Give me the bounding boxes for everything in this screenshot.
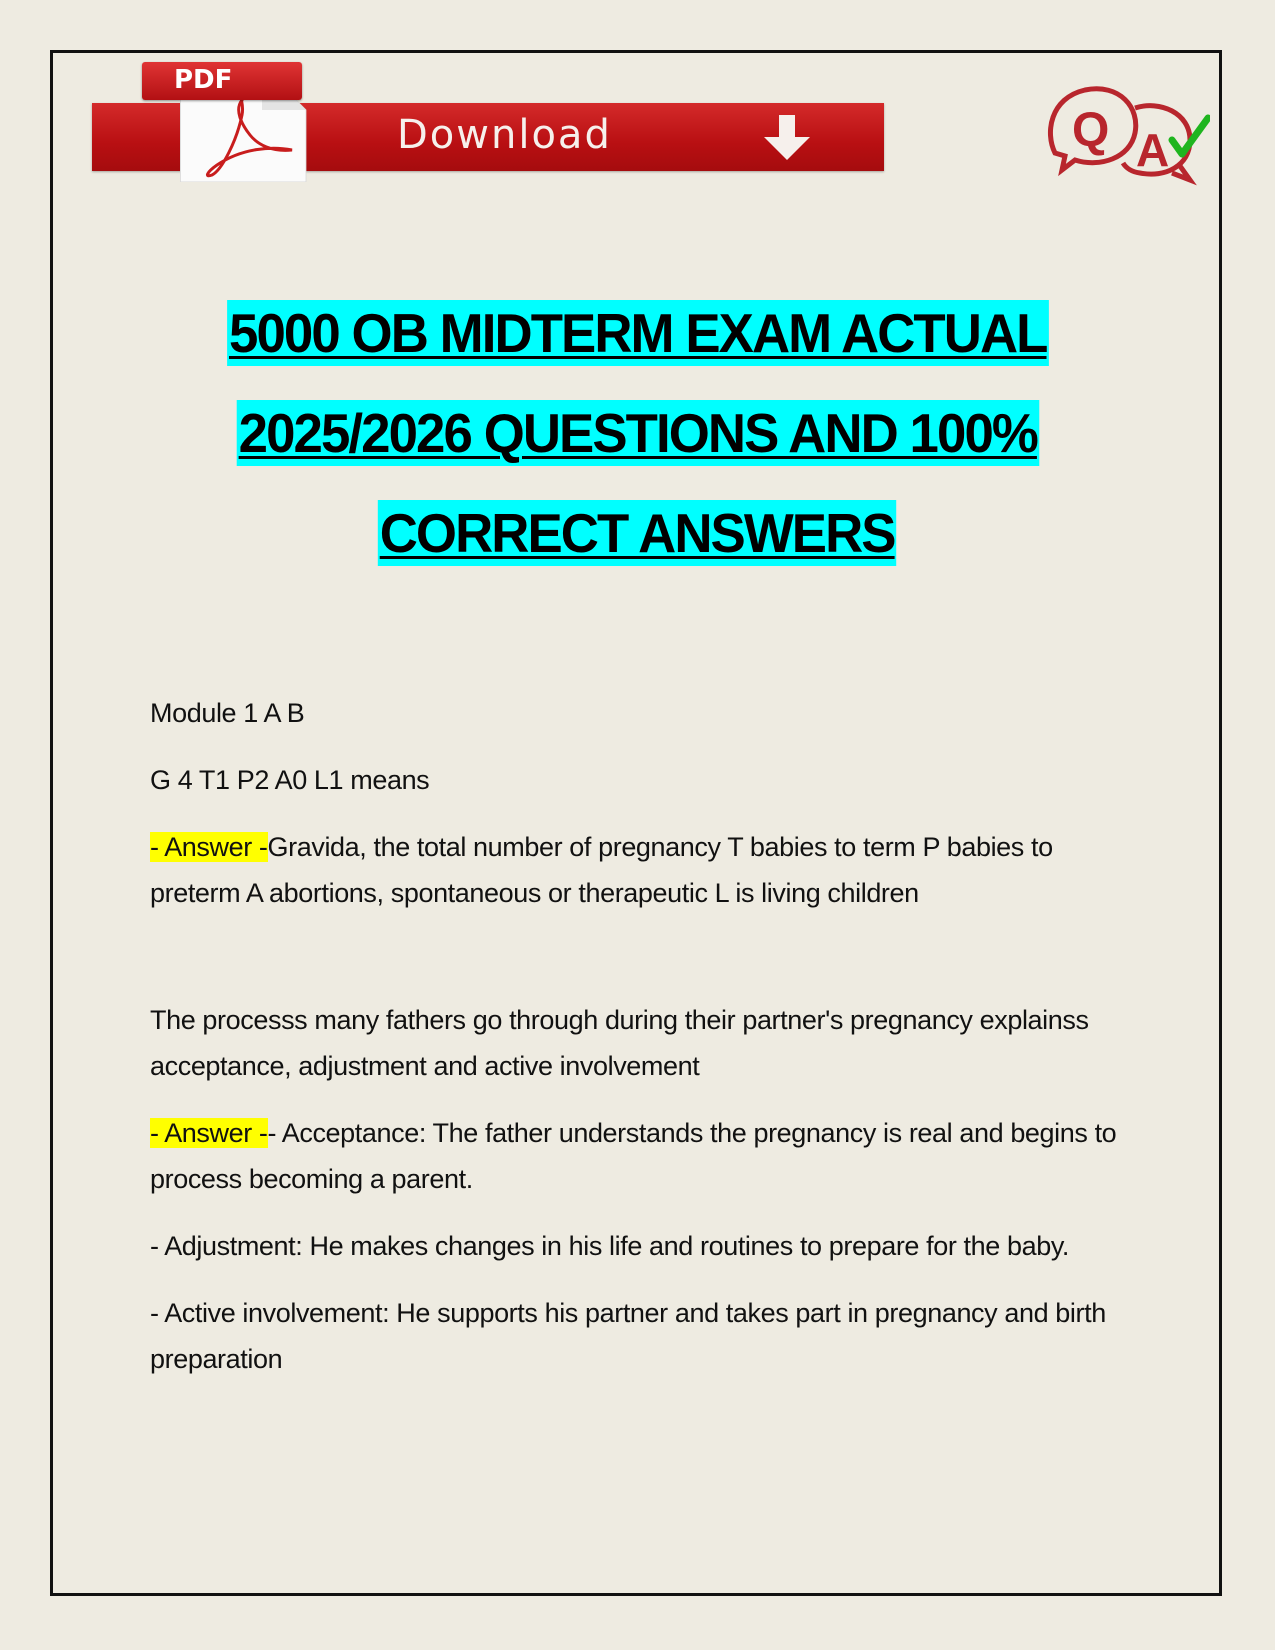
svg-text:Q: Q [1072,104,1110,157]
answer-2-text-3: - Active involvement: He supports his partner and takes part in pregnancy and birth preparation [150,1298,1106,1374]
answer-2-text-1: - Acceptance: The father understands the pregnancy is real and begins to process becoming a parent. [150,1118,1117,1194]
answer-2-text-2: - Adjustment: He makes changes in his life and routines to prepare for the baby. [150,1231,1070,1261]
document-title [0,300,1275,600]
qa-checkmark-logo-icon [1040,78,1210,188]
svg-text:A: A [1136,124,1170,176]
answer-1-text: Gravida, the total number of pregnancy T babies to term P babies to preterm A abortions, spontaneous or therapeutic L is living children [150,832,1053,908]
document-body [150,690,1120,1382]
title-line-1: 5000 OB MIDTERM EXAM ACTUAL [228,302,1047,364]
question-1: G 4 T1 P2 A0 L1 means [150,765,430,795]
pdf-download-banner[interactable] [92,60,887,175]
answer-tag: - Answer - [150,1118,268,1148]
question-2: The processs many fathers go through during their partner's pregnancy explainss acceptance, adjustment and active involvement [150,1005,1089,1081]
download-arrow-icon [762,115,812,161]
answer-1 [150,824,1120,916]
module-heading: Module 1 A B [150,698,305,728]
answer-2 [150,1110,1120,1202]
answer-tag: - Answer - [150,832,268,862]
title-line-2: 2025/2026 QUESTIONS AND 100% [238,402,1037,464]
pdf-label: PDF [142,62,302,100]
download-label: Download [397,112,612,158]
title-line-3: CORRECT ANSWERS [380,502,895,564]
pdf-document-icon [142,60,310,182]
